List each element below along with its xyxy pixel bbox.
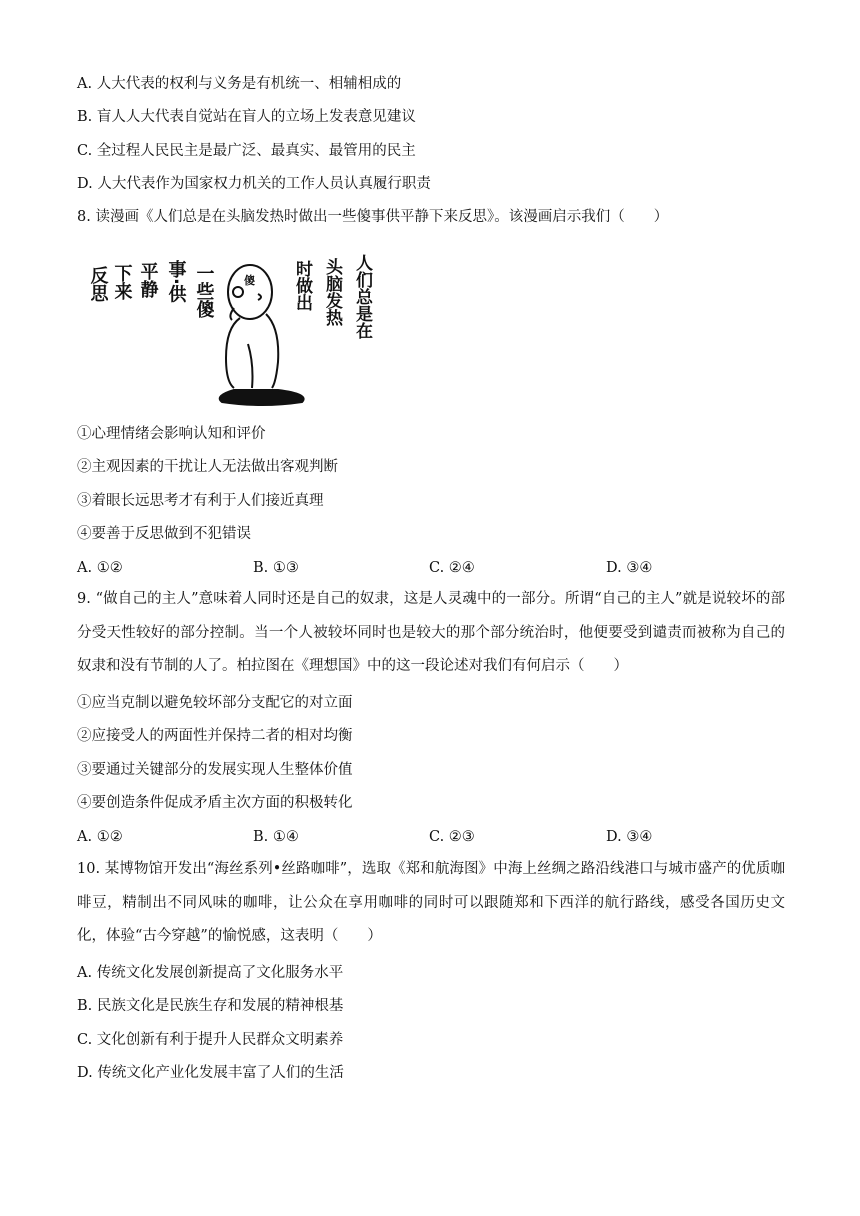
q9-choice-b[interactable]: B. ①④ — [253, 829, 299, 845]
q7-option-d: D. 人大代表作为国家权力机关的工作人员认真履行职责 — [77, 176, 431, 192]
q10-option-a[interactable]: A. 传统文化发展创新提高了文化服务水平 — [77, 965, 344, 981]
q8-statement-3: ③着眼长远思考才有利于人们接近真理 — [77, 493, 324, 509]
q9-choice-a[interactable]: A. ①② — [77, 829, 123, 845]
q9-choices — [77, 827, 785, 847]
q9-stem: 9. “做自己的主人”意味着人同时还是自己的奴隶，这是人灵魂中的一部分。所谓“自己的主人”就是说较坏的部分受天性较好的部分控制。当一个人被较坏同时也是较大的那个部分统治时，他便要受到谴责而被称为自己的奴隶和没有节制的人了。柏拉图在《理想国》中的这一段论述对我们有何启示（ ） — [77, 591, 785, 674]
q8-choice-d[interactable]: D. ③④ — [606, 560, 653, 576]
q10-option-b[interactable]: B. 民族文化是民族生存和发展的精神根基 — [77, 998, 344, 1014]
q8-statement-2: ②主观因素的干扰让人无法做出客观判断 — [77, 459, 338, 475]
q8-choice-c[interactable]: C. ②④ — [429, 560, 475, 576]
cartoon-right-col-2: 头脑发热 — [322, 258, 342, 326]
q8-choice-a[interactable]: A. ①② — [77, 560, 123, 576]
q9-statement-2: ②应接受人的两面性并保持二者的相对均衡 — [77, 728, 353, 744]
cartoon-left-col-1: 一些傻 — [193, 264, 215, 318]
q8-statement-1: ①心理情绪会影响认知和评价 — [77, 426, 266, 442]
q10-option-c[interactable]: C. 文化创新有利于提升人民群众文明素养 — [77, 1032, 344, 1048]
q9-statement-1: ①应当克制以避免较坏部分支配它的对立面 — [77, 695, 353, 711]
q8-choices — [77, 558, 785, 578]
q10-option-d[interactable]: D. 传统文化产业化发展丰富了人们的生活 — [77, 1065, 344, 1081]
q9-statement-4: ④要创造条件促成矛盾主次方面的积极转化 — [77, 795, 353, 811]
cartoon-right-col-1: 人们总是在 — [352, 254, 372, 339]
cartoon-figure-label: 傻 — [244, 274, 255, 287]
cartoon-left-col-5: 反思 — [88, 266, 109, 302]
cartoon-left-col-2: 事·供 — [165, 260, 187, 303]
q7-option-c: C. 全过程人民民主是最广泛、最真实、最管用的民主 — [77, 143, 416, 159]
cartoon-image — [88, 244, 384, 408]
q7-option-a: A. 人大代表的权利与义务是有机统一、相辅相成的 — [77, 76, 402, 92]
q9-choice-c[interactable]: C. ②③ — [429, 829, 475, 845]
q8-statement-4: ④要善于反思做到不犯错误 — [77, 526, 251, 542]
q9-choice-d[interactable]: D. ③④ — [606, 829, 653, 845]
cartoon-left-col-4: 下来 — [111, 264, 133, 300]
q8-stem: 8. 读漫画《人们总是在头脑发热时做出一些傻事供平静下来反思》。该漫画启示我们（ ） — [77, 209, 669, 225]
cartoon-right-col-3: 时做出 — [292, 260, 312, 311]
q9-statement-3: ③要通过关键部分的发展实现人生整体价值 — [77, 762, 353, 778]
cartoon-left-col-3: 平静 — [137, 262, 159, 298]
q7-option-b: B. 盲人人大代表自觉站在盲人的立场上发表意见建议 — [77, 109, 416, 125]
q10-stem: 10. 某博物馆开发出“海丝系列•丝路咖啡”，选取《郑和航海图》中海上丝绸之路沿线港口与城市盛产的优质咖啡豆，精制出不同风味的咖啡，让公众在享用咖啡的同时可以跟随郑和下西洋的航行路线，感受各国历史文化，体验“古今穿越”的愉悦感，这表明（ ） — [77, 861, 785, 944]
q8-choice-b[interactable]: B. ①③ — [253, 560, 299, 576]
